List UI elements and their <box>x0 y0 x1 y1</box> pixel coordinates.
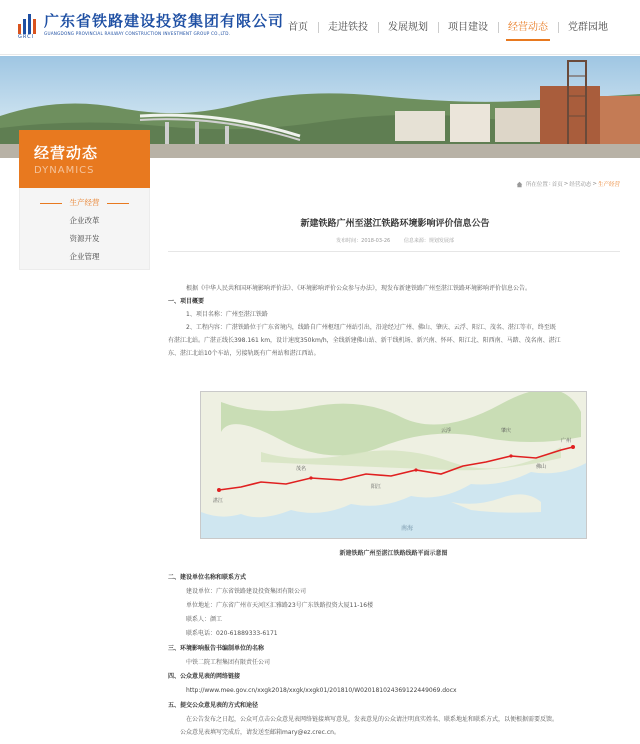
nav-dynamics[interactable]: 经营动态 <box>498 0 558 55</box>
section-3-title: 三、环境影响报告书编制单位的名称 <box>168 645 265 652</box>
breadcrumb-home[interactable]: 首页 <box>551 182 563 188</box>
map-caption: 新建铁路广州至湛江铁路线路平面示意图 <box>339 550 448 557</box>
article-meta <box>150 237 640 244</box>
nav-projects[interactable]: 项目建设 <box>438 0 498 55</box>
sidebar-item-reform[interactable]: 企业改革 <box>69 216 100 225</box>
builder-unit: 建设单位：广东省铁路建设投资集团有限公司 <box>186 588 307 595</box>
title-divider <box>168 251 620 252</box>
section-1-title: 一、项目概要 <box>168 298 205 305</box>
article-intro: 根据《中华人民共和国环境影响评价法》、《环境影响评价公众参与办法》，现发布新建铁路广州至湛江铁路环境影响评价信息公告。 <box>186 285 532 292</box>
map-label-zhanjiang: 湛江 <box>213 498 224 504</box>
opinion-form-link[interactable]: http://www.mee.gov.cn/xxgk2018/xxgk/xxgk01/201810/W020181024369122449069.docx <box>186 687 457 694</box>
publish-date: 发布时间：2018-03-26 <box>336 238 391 244</box>
map-label-zhaoqing: 肇庆 <box>501 428 512 434</box>
nav-party[interactable]: 党群园地 <box>558 0 618 55</box>
map-label-yunfu: 云浮 <box>441 428 452 434</box>
sidebar-item-production[interactable]: 生产经营 <box>20 194 149 212</box>
builder-phone: 联系电话：020-61889333-6171 <box>186 630 278 637</box>
map-label-foshan: 佛山 <box>536 464 547 470</box>
project-content-line-2: 有湛江北站。广湛正线长398.161 km，设计速度350km/h，全线新建佛山站、新干线机场、新兴南、怀环、阳江北、阳西南、马踏、茂名南、湛江 <box>168 337 561 344</box>
map-label-guangzhou: 广州 <box>561 438 572 444</box>
submission-line-2: 公众意见表填写完成后，请发送至邮箱mary@ez.crec.cn。 <box>180 729 340 736</box>
section-header <box>19 130 150 188</box>
logo-name-en: GUANGDONG PROVINCIAL RAILWAY CONSTRUCTION INVESTMENT GROUP CO.,LTD. <box>44 31 231 36</box>
map-label-yangjiang: 阳江 <box>371 484 382 490</box>
home-icon <box>516 181 523 188</box>
map-label-sea: 南海 <box>401 525 414 532</box>
breadcrumb-dynamics[interactable]: 经营动态 <box>569 182 592 188</box>
route-map <box>200 391 587 539</box>
breadcrumb-current[interactable]: 生产经营 <box>597 182 620 188</box>
article-title: 新建铁路广州至湛江铁路环境影响评价信息公告 <box>300 219 490 229</box>
submission-line-1: 在公告发布之日起，公众可点击公众意见表网络链接填写意见，发表意见的公众请注明真实姓名、联系地址和联系方式，以便根据需要反馈。 <box>186 716 559 723</box>
builder-contact: 联系人：颜工 <box>186 616 223 623</box>
builder-address: 单位地址：广东省广州市天河区汇雅路23号广东铁路投资大厦11-16楼 <box>186 602 374 609</box>
site-header <box>0 0 640 55</box>
section-4-title: 四、公众意见表的网络链接 <box>168 673 241 680</box>
breadcrumb: 所在位置 : 首页 > 经营动态 > 生产经营 <box>516 180 620 188</box>
article-source: 信息来源：规划发展部 <box>403 238 454 244</box>
main-nav <box>278 0 618 55</box>
logo-name-cn: 广东省铁路建设投资集团有限公司 <box>44 12 285 30</box>
section-title: 经营动态 <box>34 144 99 162</box>
project-name: 1、项目名称：广州至湛江铁路 <box>186 311 268 318</box>
section-2-title: 二、建设单位名称和联系方式 <box>168 574 247 581</box>
project-content-line-1: 2、工程内容：广湛铁路位于广东省境内，线路自广州枢纽广州站引出，沿途经过广州、佛山、肇庆、云浮、阳江、茂名、湛江等市，终至既 <box>186 324 556 331</box>
nav-about[interactable]: 走进铁投 <box>318 0 378 55</box>
project-content-line-3: 东、湛江北站10个车站，另接轨既有广州站和湛江西站。 <box>168 350 320 357</box>
map-label-maoming: 茂名 <box>296 466 307 472</box>
report-unit: 中铁二院工程集团有限责任公司 <box>186 659 271 666</box>
logo-mark-text: GRCI <box>18 34 35 40</box>
site-logo[interactable] <box>18 12 284 40</box>
sidebar-item-management[interactable]: 企业管理 <box>69 252 100 261</box>
breadcrumb-prefix: 所在位置 <box>525 182 548 188</box>
logo-mark-icon <box>18 12 40 40</box>
section-5-title: 五、提交公众意见表的方式和途径 <box>168 702 259 709</box>
sidebar-nav <box>19 188 150 270</box>
section-subtitle: DYNAMICS <box>34 165 95 176</box>
sidebar-item-resource[interactable]: 资源开发 <box>69 234 100 243</box>
nav-home[interactable]: 首页 <box>288 22 308 33</box>
nav-planning[interactable]: 发展规划 <box>378 0 438 55</box>
